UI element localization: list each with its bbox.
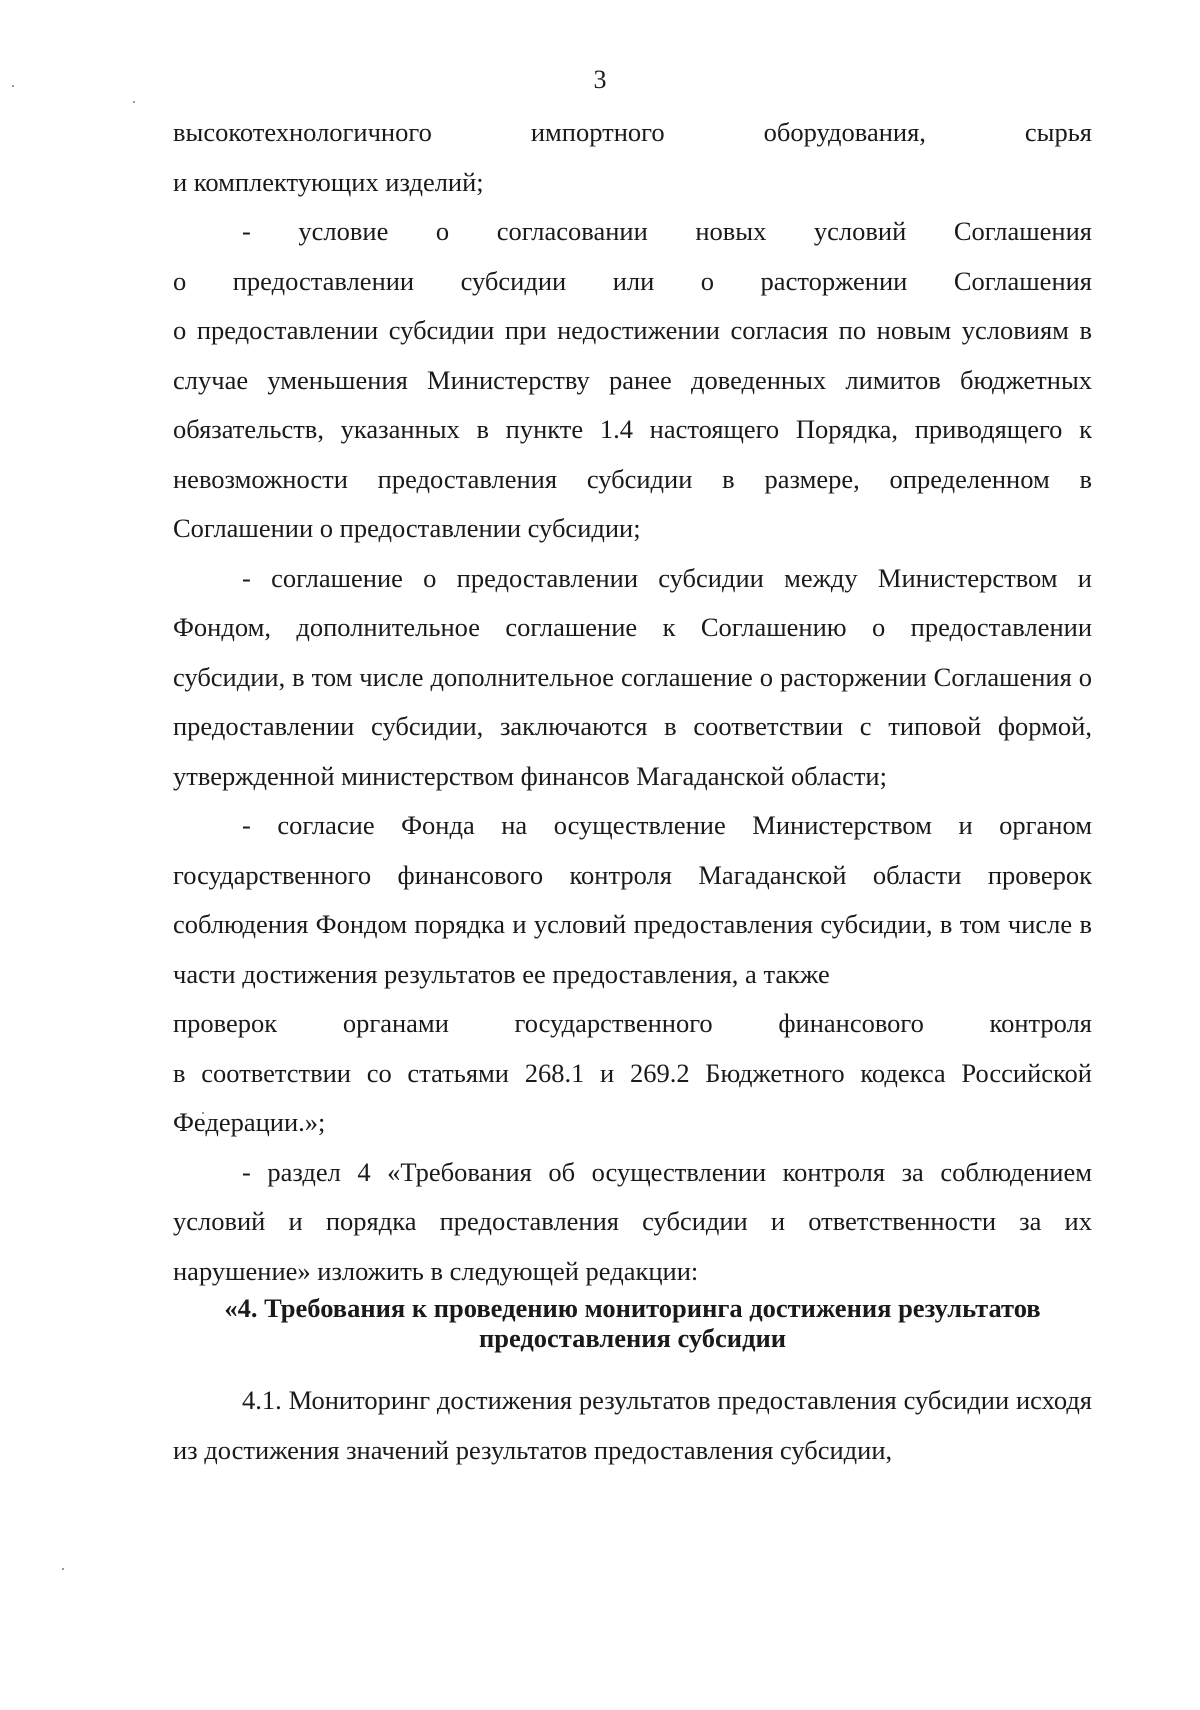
paragraph-line: проверок органами государственного финансового контроля xyxy=(173,1008,1092,1038)
section-heading xyxy=(173,1293,1092,1353)
scan-speck xyxy=(12,85,14,87)
section-heading-line: предоставления субсидии xyxy=(478,1323,787,1353)
paragraph-line: - условие о согласовании новых условий Соглашения xyxy=(242,216,1092,246)
paragraph: 4.1. Мониторинг достижения результатов предоставления субсидии исходя из достижения значений результатов предоставления субсидии, xyxy=(173,1385,1092,1465)
section-heading-line: «4. Требования к проведению мониторинга достижения результатов xyxy=(224,1293,1041,1323)
page-number: 3 xyxy=(593,65,607,94)
paragraph: о предоставлении субсидии при недостижении согласия по новым условиям в случае уменьшения Министерству ранее доведенных лимитов бюджетных обязательств, указанных в пункте 1.4 настоящего Порядка, приводящего к невозможности предоставления субсидии в размере, определенном в Соглашении о предоставлении субсидии; xyxy=(173,315,1092,543)
paragraph-line: высокотехнологичного импортного оборудования, сырья xyxy=(173,117,1092,147)
paragraph: в соответствии со статьями 268.1 и 269.2 Бюджетного кодекса Российской Федерации.»; xyxy=(173,1057,1092,1137)
paragraph-line: и комплектующих изделий; xyxy=(173,166,484,197)
body-text-block-1 xyxy=(173,108,1092,1296)
scan-speck xyxy=(133,101,135,103)
paragraph: - согласие Фонда на осуществление Министерством и органом государственного финансового контроля Магаданской области проверок соблюдения Фондом порядка и условий предоставления субсидии, в том числе в части достижения результатов ее предоставления, а также xyxy=(173,810,1092,989)
scan-speck xyxy=(62,1568,64,1570)
paragraph-line: о предоставлении субсидии или о расторжении Соглашения xyxy=(173,265,1092,296)
paragraph: - раздел 4 «Требования об осуществлении контроля за соблюдением условий и порядка предоставления субсидии и ответственности за их нарушение» изложить в следующей редакции: xyxy=(173,1156,1092,1286)
paragraph: - соглашение о предоставлении субсидии между Министерством и Фондом, дополнительное соглашение к Соглашению о предоставлении субсидии, в том числе дополнительное соглашение о расторжении Соглашения о предоставлении субсидии, заключаются в соответствии с типовой формой, утвержденной министерством финансов Магаданской области; xyxy=(173,562,1092,791)
body-text-block-2 xyxy=(173,1376,1092,1475)
